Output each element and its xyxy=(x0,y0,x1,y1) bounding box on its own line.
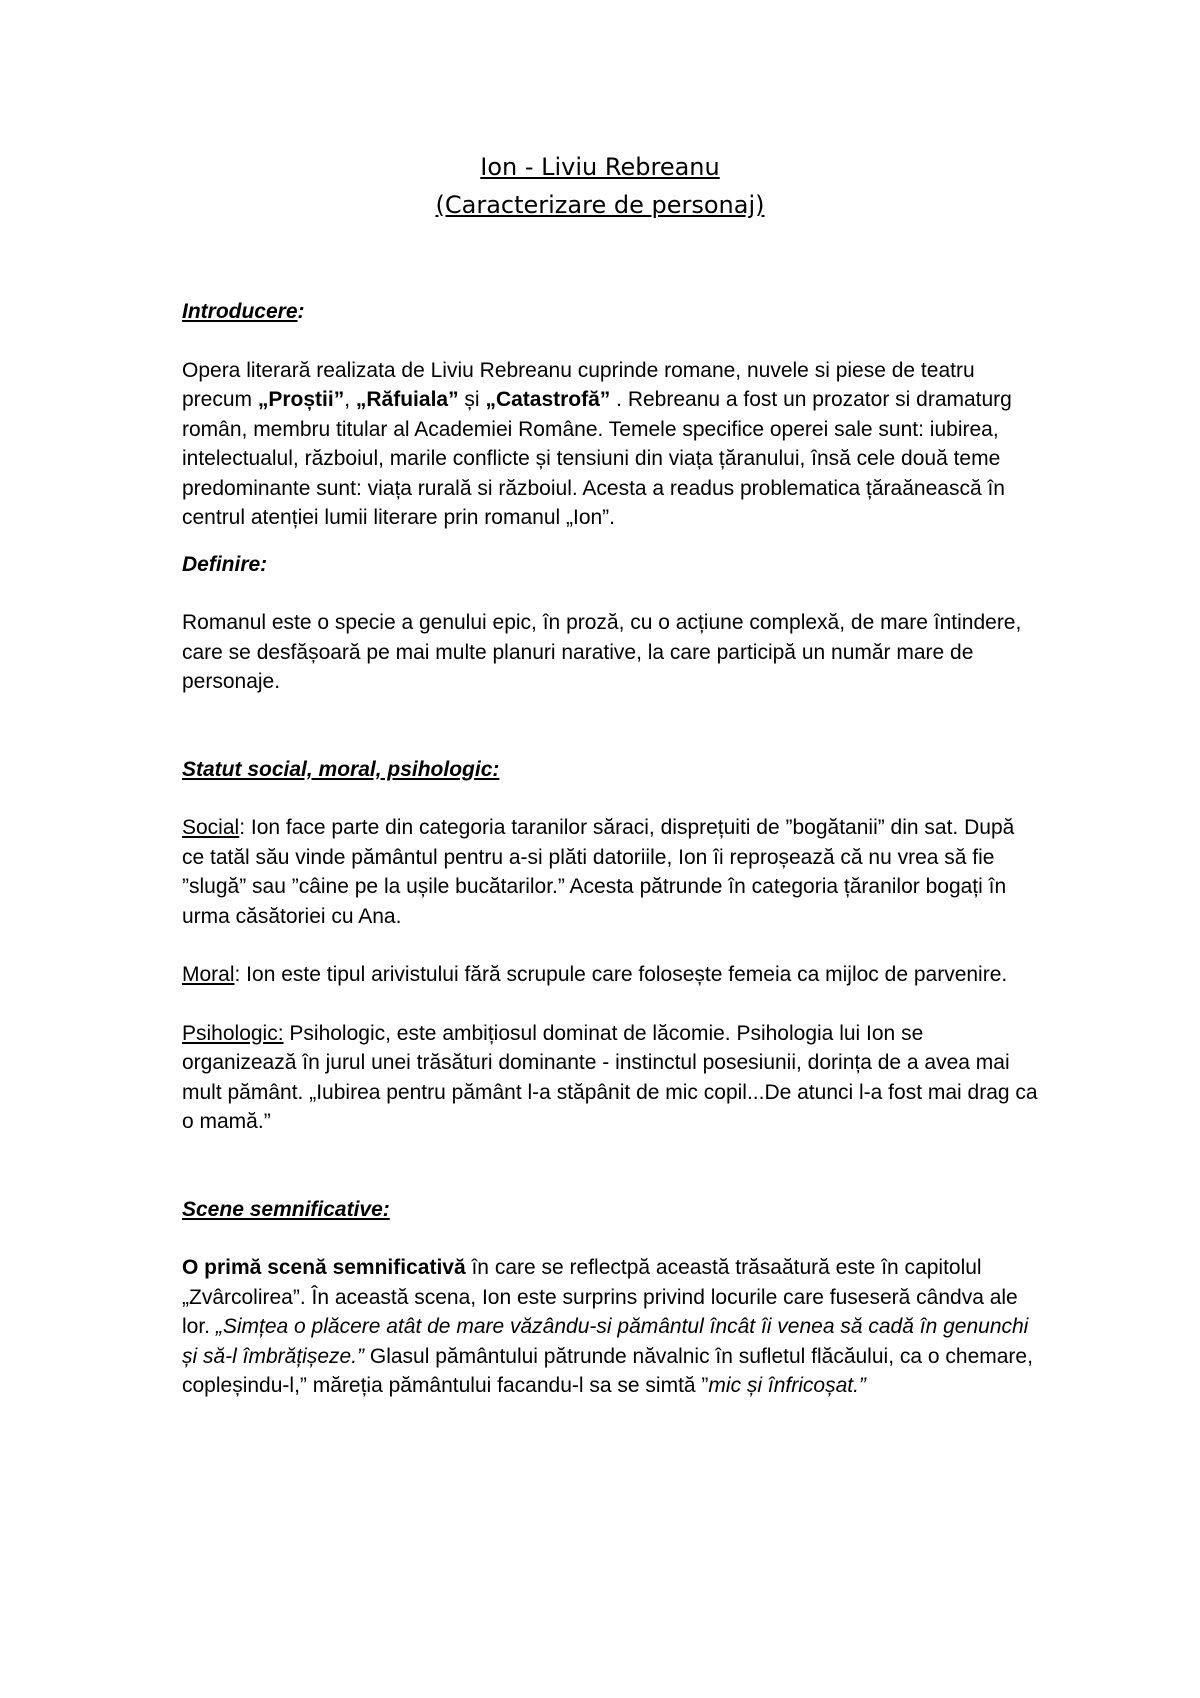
work-title: „Catastrofă” xyxy=(485,388,611,411)
work-title: „Proștii” xyxy=(257,388,345,411)
document-title xyxy=(0,148,1200,224)
scene-bold-start: O primă scenă semnificativă xyxy=(182,1256,466,1279)
psihologic-label: Psihologic: xyxy=(182,1021,284,1045)
title-line-2: (Caracterizare de personaj) xyxy=(435,191,765,219)
social-label: Social xyxy=(182,816,240,839)
social-paragraph: Social: Ion face parte din categoria taranilor săraci, disprețuiti de ”bogătanii” din sat. După ce tatăl său vinde pământul pentru a-si plăti datoriile, Ion îi reproșează că nu vrea să fie ”slugă” sau ”câine pe la ușile bucătarilor.” Acesta pătrunde în categoria țăranilor bogați în urma căsătoriei cu Ana. xyxy=(182,816,1015,928)
work-title: „Răfuiala” xyxy=(355,388,459,411)
definire-paragraph: Romanul este o specie a genului epic, în proză, cu o acțiune complexă, de mare întindere, care se desfășoară pe mai multe planuri narative, la care participă un număr mare de personaje. xyxy=(182,611,1022,693)
quote: mic și înfricoșat.” xyxy=(708,1374,866,1397)
psihologic-paragraph: Psihologic: Psihologic, este ambițiosul dominat de lăcomie. Psihologia lui Ion se organizează în jurul unei trăsături dominante - instinctul posesiunii, dorința de a avea mai mult pământ. „Iubirea pentru pământ l-a stăpânit de mic copil...De atunci l-a fost mai drag ca o mamă.” xyxy=(182,1021,1038,1133)
document-body xyxy=(182,297,1042,1401)
introducere-heading: Introducere: xyxy=(182,300,305,323)
moral-label: Moral xyxy=(182,963,235,986)
moral-paragraph: Moral: Ion este tipul arivistului fără scrupule care folosește femeia ca mijloc de parvenire. xyxy=(182,963,1008,986)
introducere-paragraph: Opera literară realizata de Liviu Rebreanu cuprinde romane, nuvele si piese de teatru precum „Proștii”, „Răfuiala” și „Catastrofă” . Rebreanu a fost un prozator si dramaturg român, membru titular al Academiei Române. Temele specifice operei sale sunt: iubirea, intelectualul, războiul, marile conflicte și tensiuni din viața țăranului, însă cele două teme predominante sunt: viața rurală si războiul. Acesta a readus problematica țăraănească în centrul atenției lumii literare prin romanul „Ion”. xyxy=(182,358,1012,529)
title-line-1: Ion - Liviu Rebreanu xyxy=(480,153,720,181)
scene-heading: Scene semnificative: xyxy=(182,1197,390,1221)
statut-heading: Statut social, moral, psihologic: xyxy=(182,757,500,781)
scene-paragraph: O primă scenă semnificativă în care se reflectpă această trăsaătură este în capitolul „Zvârcolirea”. În această scena, Ion este surprins privind locurile care fuseseră cândva ale lor. „Simțea o plăcere atât de mare văzându-si pământul încât îi venea să cadă în genunchi și să-l îmbrățișeze.” Glasul pământului pătrunde năvalnic în sufletul flăcăului, ca o chemare, copleșindu-l,” măreția pământului facandu-l sa se simtă ”mic și înfricoșat.” xyxy=(182,1256,1033,1397)
quote: „Simțea o plăcere atât de mare văzându-si pământul încât îi venea să cadă în genunchi și să-l îmbrățișeze.” xyxy=(182,1315,1029,1368)
definire-heading: Definire: xyxy=(182,552,268,576)
